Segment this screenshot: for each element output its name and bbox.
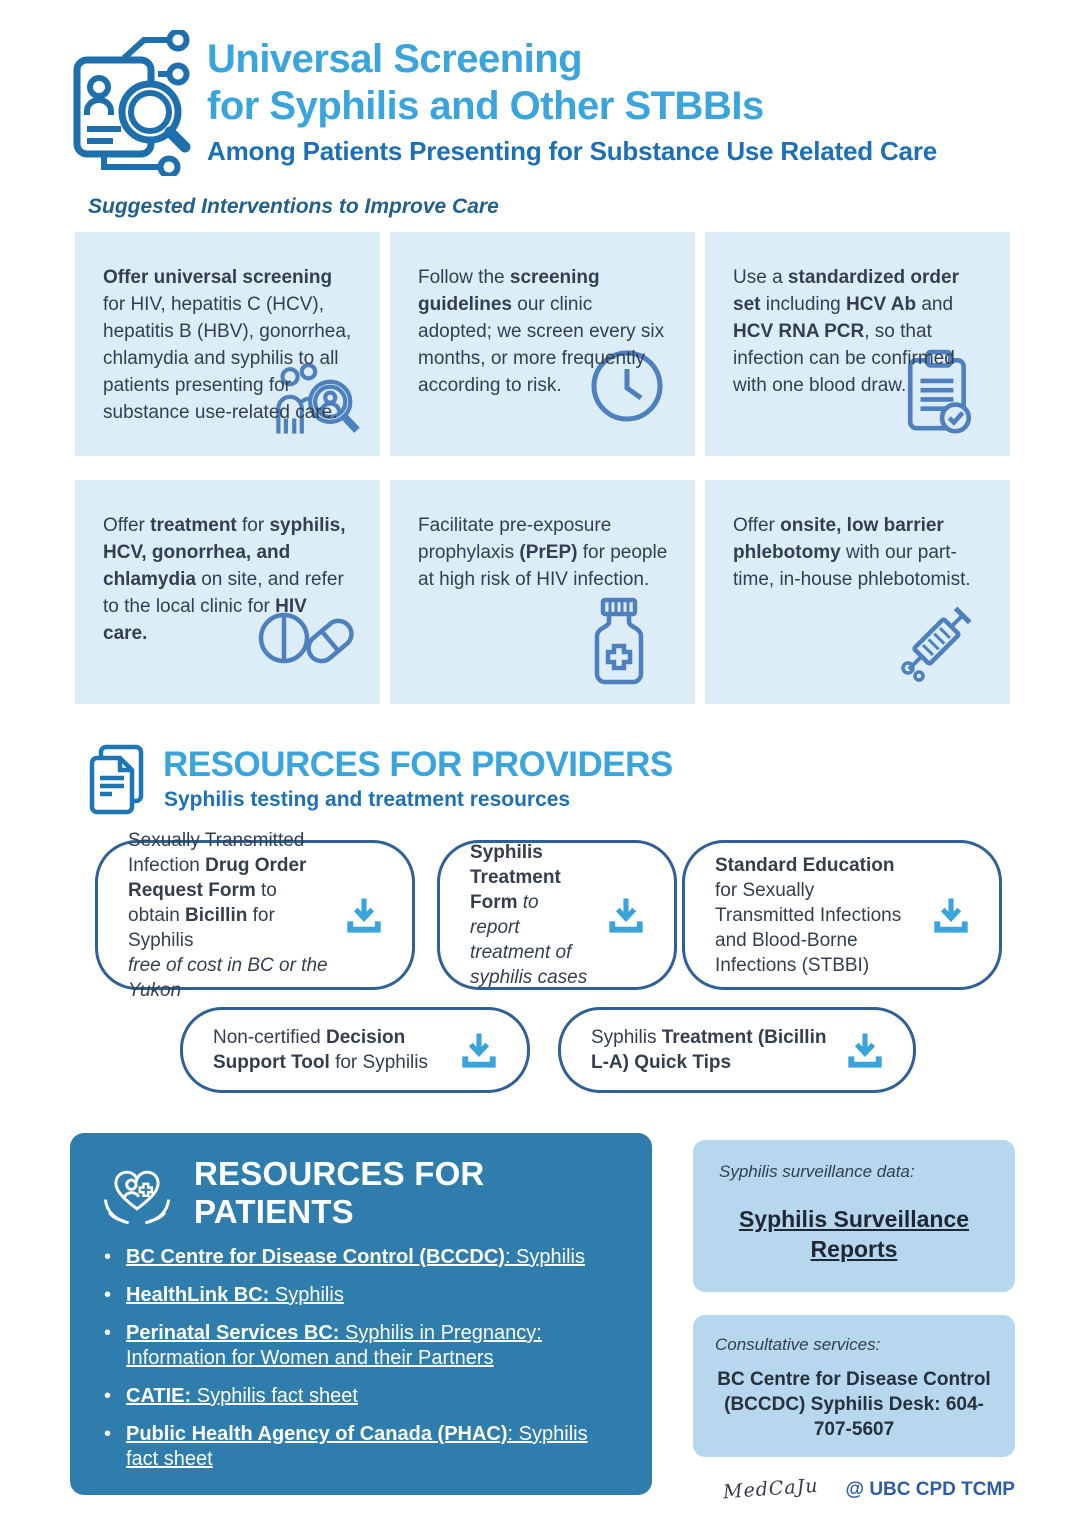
consultative-label: Consultative services: <box>715 1335 881 1354</box>
providers-section-subheading: Syphilis testing and treatment resources <box>164 788 571 811</box>
download-icon <box>457 1028 501 1072</box>
download-icon <box>843 1028 887 1072</box>
patient-link-catie-fact-sheet[interactable]: • CATIE: Syphilis fact sheet <box>98 1384 624 1409</box>
card-text: Offer treatment for syphilis, HCV, gonorrhea, and chlamydia on site, and refer to the local clinic for HIV care. <box>103 515 346 644</box>
pill-text: Syphilis Treatment (Bicillin L-A) Quick Tips <box>591 1027 827 1073</box>
providers-section-heading: RESOURCES FOR PROVIDERS <box>163 745 673 784</box>
page-title-line2: for Syphilis and Other STBBIs <box>207 84 764 128</box>
medcaju-logo: MedCaJu <box>722 1474 820 1504</box>
download-pill-standard-education[interactable] <box>682 840 1002 990</box>
documents-icon <box>84 742 150 816</box>
download-icon <box>342 893 386 937</box>
card-text: Use a standardized order set including HCV Ab and HCV RNA PCR, so that infection can be confirmed with one blood draw. <box>733 267 959 396</box>
intervention-card-treatment <box>75 480 380 704</box>
intervention-card-prep <box>390 480 695 704</box>
section-tagline: Suggested Interventions to Improve Care <box>88 195 499 218</box>
patient-resource-links <box>98 1245 624 1472</box>
card-text: Facilitate pre-exposure prophylaxis (PrEP) for people at high risk of HIV infection. <box>418 515 668 590</box>
page-title-line1: Universal Screening <box>207 37 583 81</box>
download-icon <box>929 893 973 937</box>
patient-link-healthlink-bc[interactable]: • HealthLink BC: Syphilis <box>98 1283 624 1308</box>
card-text: Follow the screening guidelines our clinic adopted; we screen every six months, or more frequently according to risk. <box>418 267 665 396</box>
pill-text: Syphilis Treatment Form to report treatment of syphilis cases <box>470 842 588 988</box>
download-pill-decision-support-tool[interactable] <box>180 1007 530 1093</box>
download-icon <box>604 893 648 937</box>
document-magnifier-icon <box>68 30 194 176</box>
card-text: Offer universal screening for HIV, hepatitis C (HCV), hepatitis B (HBV), gonorrhea, chlamydia and syphilis to all patients presenting for substance use-related care. <box>103 267 352 423</box>
syringe-icon <box>892 590 988 686</box>
card-text: Offer onsite, low barrier phlebotomy with our part-time, in-house phlebotomist. <box>733 515 971 590</box>
download-pill-drug-order-request-form[interactable] <box>95 829 415 1001</box>
consultative-services-box <box>693 1315 1015 1457</box>
surveillance-label: Syphilis surveillance data: <box>719 1162 915 1181</box>
intervention-card-phlebotomy <box>705 480 1010 704</box>
intervention-card-order-set <box>705 232 1010 456</box>
patients-resources-panel <box>70 1133 652 1495</box>
download-pill-syphilis-treatment-form[interactable] <box>437 840 677 990</box>
consultative-contact-text: BC Centre for Disease Control (BCCDC) Syphilis Desk: 604-707-5607 <box>717 1369 991 1440</box>
intervention-card-screening-guidelines <box>390 232 695 456</box>
patient-link-bccdc-syphilis[interactable]: • BC Centre for Disease Control (BCCDC): Syphilis <box>98 1245 624 1270</box>
patients-section-heading: RESOURCES FOR PATIENTS <box>194 1155 485 1230</box>
intervention-card-universal-screening <box>75 232 380 456</box>
patient-link-phac-fact-sheet[interactable]: • Public Health Agency of Canada (PHAC): Syphilis fact sheet <box>98 1422 624 1472</box>
patient-link-perinatal-services-bc[interactable]: • Perinatal Services BC: Syphilis in Pregnancy: Information for Women and their Partners <box>98 1321 624 1371</box>
pill-text: Sexually Transmitted Infection Drug Order Request Form to obtain Bicillin for Syphilis free of cost in BC or the Yukon <box>128 829 328 1001</box>
page-subtitle: Among Patients Presenting for Substance Use Related Care <box>207 136 937 166</box>
pill-text: Standard Education for Sexually Transmitted Infections and Blood-Borne Infections (STBBI) <box>715 854 902 976</box>
surveillance-data-box <box>693 1140 1015 1292</box>
credit-text: @ UBC CPD TCMP <box>845 1479 1015 1500</box>
surveillance-reports-link[interactable]: Syphilis Surveillance Reports <box>738 1206 970 1262</box>
medicine-bottle-icon <box>583 596 655 688</box>
download-pill-bicillin-quick-tips[interactable] <box>558 1007 916 1093</box>
footer <box>0 1474 1015 1504</box>
hands-heart-care-icon <box>98 1155 176 1231</box>
pill-text: Non-certified Decision Support Tool for Syphilis <box>213 1027 428 1073</box>
